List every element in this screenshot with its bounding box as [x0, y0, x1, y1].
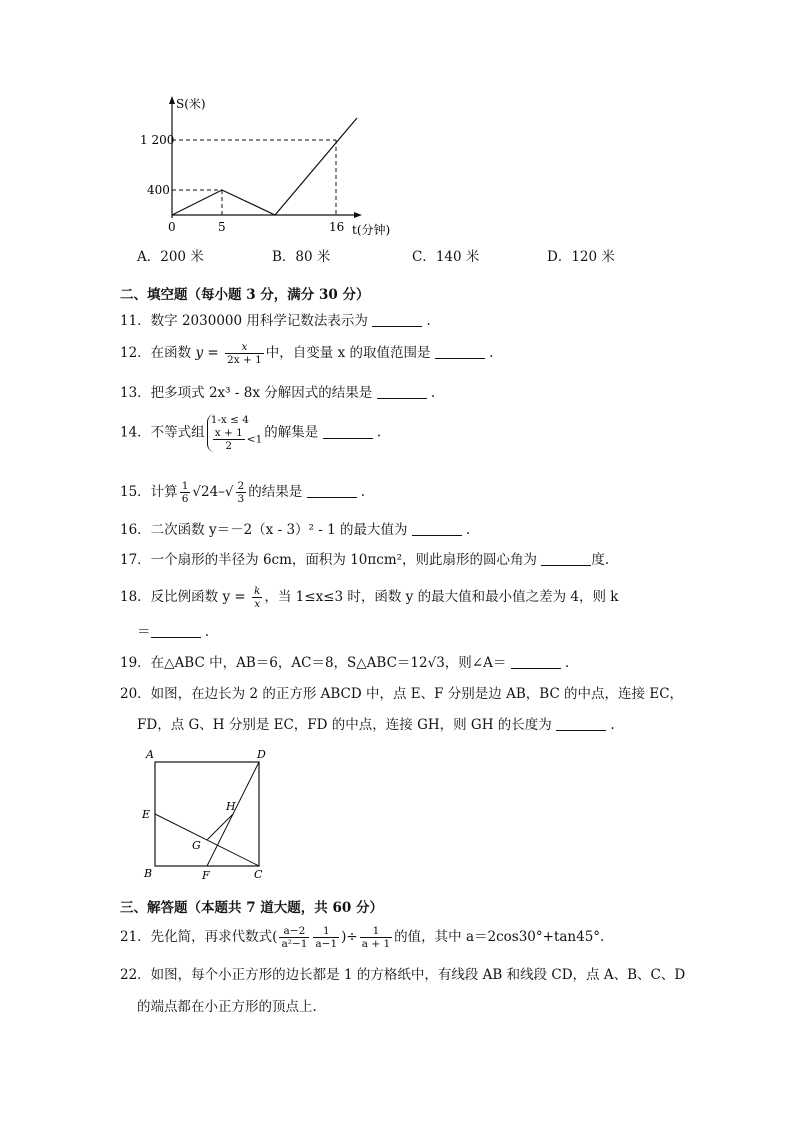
q12-numerator: x: [225, 341, 264, 354]
q12-y: y: [195, 345, 204, 361]
q12-eq: =: [203, 345, 224, 361]
y-axis-label: S(米): [176, 97, 206, 111]
q12-blank[interactable]: [435, 344, 485, 359]
y-tick-1200: 1 200: [140, 133, 175, 147]
q22-line1: 22．如图，每个小正方形的边长都是 1 的方格纸中，有线段 AB 和线段 CD，点 A、B、C、D: [120, 967, 686, 983]
question-21: [120, 925, 604, 950]
q14-denominator: 2: [225, 440, 233, 452]
q21-fraction-1: [279, 925, 309, 950]
q21-mid: )÷: [341, 929, 358, 945]
q18-equals: ＝: [137, 624, 151, 640]
label-e: E: [142, 808, 151, 821]
question-18: [120, 585, 618, 610]
x-axis-label: t(分钟): [352, 223, 390, 237]
q11-blank[interactable]: [372, 312, 422, 327]
q14-post: 的解集是: [264, 424, 319, 441]
x-axis-arrow: [354, 212, 362, 218]
label-f: F: [202, 869, 210, 880]
q14-lt: <1: [246, 433, 263, 446]
question-17: [120, 550, 609, 570]
q14-blank[interactable]: [323, 424, 373, 439]
option-d: D．120 米: [547, 249, 615, 265]
q16-text: 16．二次函数 y＝－2（x - 3）² - 1 的最大值为: [120, 522, 408, 538]
q18-denominator: x: [254, 598, 261, 610]
q21-den1: a²−1: [281, 938, 308, 950]
question-11: 11．数字 2030000 用科学记数法表示为 .: [120, 313, 431, 329]
question-13: 13．把多项式 2x³ - 8x 分解因式的结果是 .: [120, 385, 436, 401]
q15-fraction: [180, 480, 191, 505]
question-14: 14．不等式组 1-x ≤ 4 $\frac{x + 1}{2}$ <1 的解集是 .: [120, 414, 382, 452]
q15-post: 的结果是: [248, 484, 303, 500]
q18-numerator: k: [254, 585, 261, 597]
label-a: A: [146, 748, 154, 761]
y-tick-400: 400: [147, 183, 170, 197]
q15-sqrt24: √24: [192, 484, 219, 500]
q17-blank[interactable]: [541, 551, 591, 566]
q21-pre: 21．先化简，再求代数式(: [120, 929, 278, 945]
label-c: C: [254, 868, 263, 880]
q21-den2: a−1: [315, 938, 338, 950]
label-h: H: [226, 800, 236, 813]
label-b: B: [144, 867, 153, 880]
square-abcd: [155, 762, 259, 866]
question-15: 15．计算 $\frac{1}{6}$ √24–√ $\frac{2}{3}$ 的结果是 .: [120, 480, 366, 505]
q21-post: 的值，其中 a＝2cos30°+tan45°.: [394, 929, 605, 945]
segment-gh: [207, 814, 233, 840]
q11-text: 11．数字 2030000 用科学记数法表示为: [120, 313, 368, 329]
q14-numerator: x + 1: [214, 427, 243, 439]
q20-line1: 20．如图，在边长为 2 的正方形 ABCD 中，点 E、F 分别是边 AB，BC 的中点，连接 EC，: [120, 686, 684, 702]
q18-blank[interactable]: [151, 623, 201, 638]
q14-system-brace: [207, 414, 263, 452]
question-18-line2: ＝ .: [137, 624, 210, 640]
q18-fraction: [252, 585, 262, 610]
question-16: 16．二次函数 y＝－2（x - 3）² - 1 的最大值为 .: [120, 522, 471, 538]
y-axis-arrow: [169, 96, 175, 104]
q21-fraction-2: [313, 925, 339, 950]
x-tick-5: 5: [218, 220, 226, 234]
distance-line: [172, 118, 357, 215]
q14-pre: 14．不等式组: [120, 424, 205, 441]
label-d: D: [257, 748, 266, 761]
q15-denominator: 6: [181, 493, 189, 505]
q15-sqrt-fraction: [236, 480, 247, 505]
q15-sqrt-numerator: 2: [237, 480, 245, 492]
section-title-fill-in: 二、填空题（每小题 3 分，满分 30 分）: [120, 287, 370, 303]
question-19: 19．在△ABC 中，AB＝6，AC＝8，S△ABC＝12√3，则∠A＝ .: [120, 655, 570, 671]
question-22-line2: [137, 997, 317, 1017]
q18-pre: 18．反比例函数 y =: [120, 589, 250, 605]
q15-sqrt-denominator: 3: [237, 493, 245, 505]
q12-pre: 12．在函数: [120, 345, 196, 361]
x-tick-0: 0: [168, 220, 176, 234]
q17-post: 度.: [591, 552, 610, 568]
section-title-solve: 三、解答题（本题共 7 道大题，共 60 分）: [120, 900, 383, 916]
q12-fraction: [225, 341, 264, 366]
x-tick-16: 16: [329, 220, 345, 234]
q22-line2: 的端点都在小正方形的顶点上.: [137, 999, 317, 1015]
q18-post: ，当 1≤x≤3 时，函数 y 的最大值和最小值之差为 4，则 k: [264, 589, 619, 605]
question-20-line2: FD，点 G、H 分别是 EC，FD 的中点，连接 GH，则 GH 的长度为 .: [137, 717, 615, 733]
q20-blank[interactable]: [556, 716, 606, 731]
question-20: [120, 684, 683, 704]
q14-fraction: [213, 427, 245, 452]
question-22: [120, 965, 685, 985]
q21-num1: a−2: [279, 925, 309, 938]
square-figure: [138, 745, 273, 880]
q15-numerator: 1: [181, 480, 189, 492]
q21-fraction-3: [360, 925, 392, 950]
q13-blank[interactable]: [377, 384, 427, 399]
q17-pre: 17．一个扇形的半径为 6cm，面积为 10πcm²，则此扇形的圆心角为: [120, 552, 538, 568]
q21-den3: a + 1: [361, 938, 391, 950]
question-12: 12．在函数 y = $\frac{x}{2x + 1}$ 中，自变量 x 的取值范围是 .: [120, 341, 494, 366]
option-a: A．200 米: [137, 249, 204, 265]
q12-denominator: 2x + 1: [227, 354, 262, 366]
q21-num2: 1: [313, 925, 339, 938]
label-g: G: [192, 839, 201, 852]
q15-blank[interactable]: [307, 483, 357, 498]
q12-post: 中，自变量 x 的取值范围是: [265, 345, 431, 361]
q21-num3: 1: [360, 925, 392, 938]
option-c: C．140 米: [412, 249, 480, 265]
q15-minus: –: [218, 484, 225, 500]
q14-line1: 1-x ≤ 4: [210, 414, 249, 426]
distance-time-graph: [120, 88, 390, 238]
q16-blank[interactable]: [412, 521, 462, 536]
option-b: B．80 米: [272, 249, 331, 265]
q19-text: 19．在△ABC 中，AB＝6，AC＝8，S△ABC＝12√3，则∠A＝: [120, 655, 507, 671]
q20-line2: FD，点 G、H 分别是 EC，FD 的中点，连接 GH，则 GH 的长度为: [137, 717, 552, 733]
q13-text: 13．把多项式 2x³ - 8x 分解因式的结果是: [120, 385, 373, 401]
q19-blank[interactable]: [511, 654, 561, 669]
q15-pre: 15．计算: [120, 484, 178, 500]
